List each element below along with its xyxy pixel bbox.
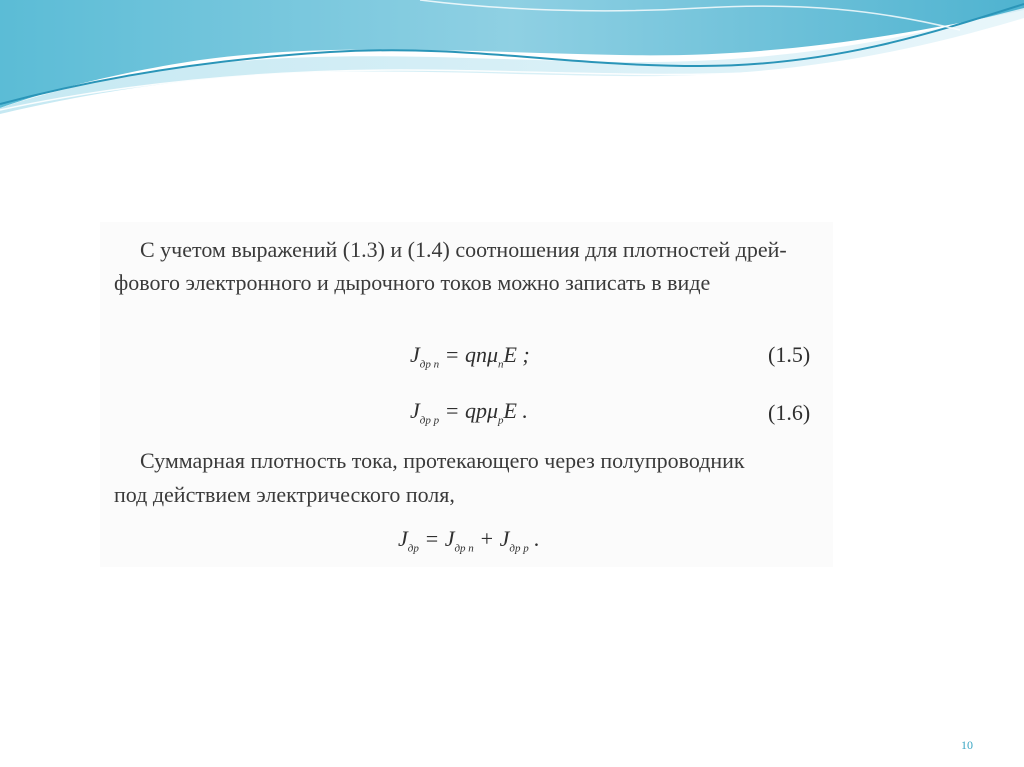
equation-1-5: $J_{др n} = qn\mu_nE$ ; — [410, 342, 530, 371]
equation-number-1-6: (1.6) — [768, 400, 811, 425]
paragraph-1-line-2: фового электронного и дырочного токов можно записать в виде — [114, 270, 711, 295]
paragraph-2-line-2: под действием электрического поля, — [114, 482, 455, 507]
equation-total-drift-current: $J_{др} = J_{др n} + J_{др p}$ . — [398, 526, 540, 555]
paragraph-2-line-1: Суммарная плотность тока, протекающего через полупроводник — [140, 448, 745, 473]
page-number: 10 — [961, 738, 973, 752]
equation-number-1-5: (1.5) — [768, 342, 811, 367]
header-wave-decoration — [0, 0, 1024, 115]
slide-content — [100, 222, 833, 567]
equation-1-6: $J_{др p} = qp\mu_pE$ . — [410, 398, 528, 427]
paragraph-1-line-1: С учетом выражений (1.3) и (1.4) соотношения для плотностей дрей- — [140, 237, 787, 262]
